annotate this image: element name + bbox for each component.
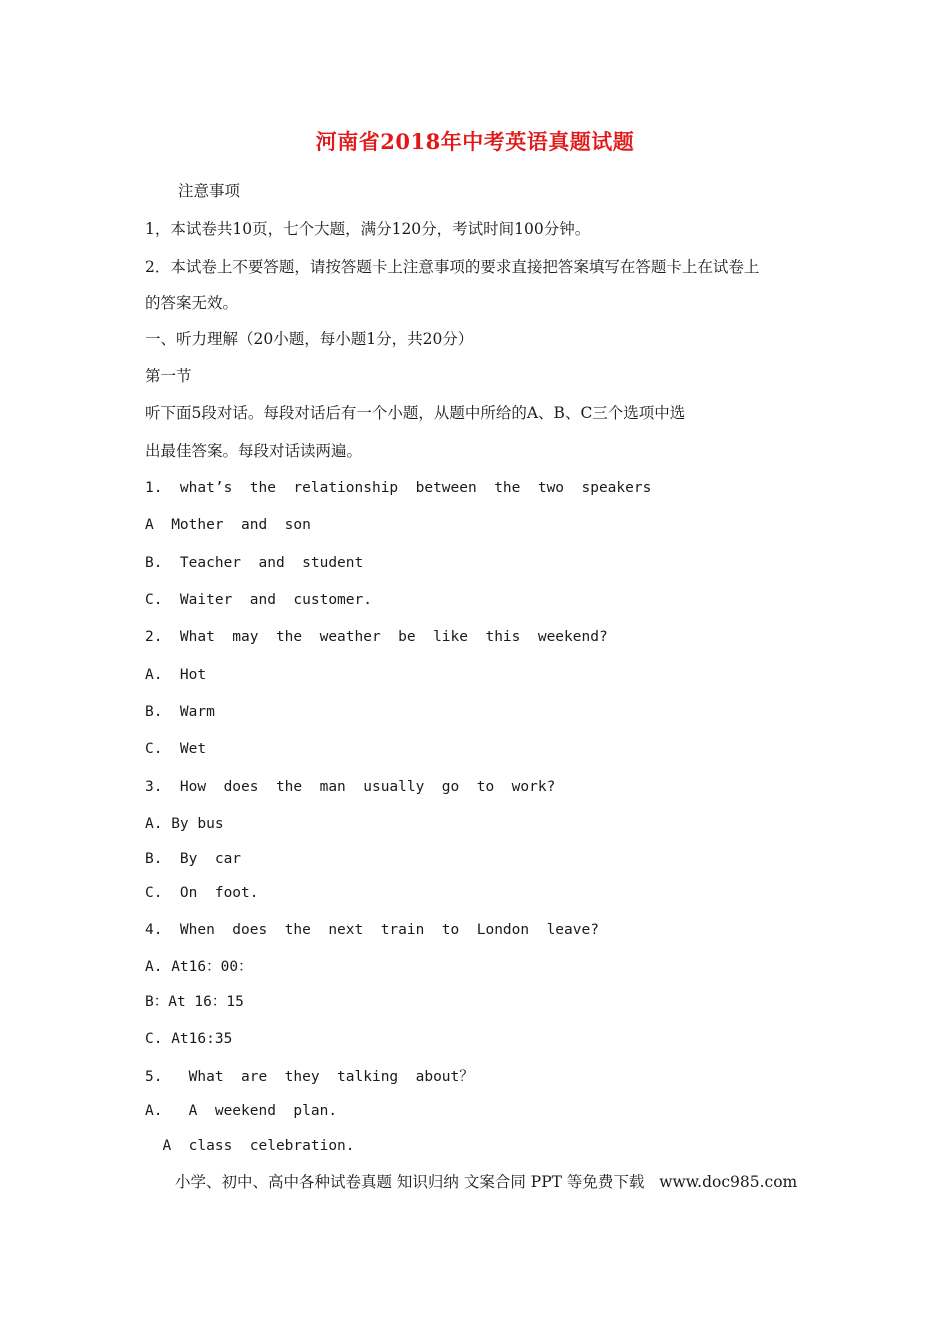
question-1-option-b: B. Teacher and student	[145, 555, 364, 571]
instructions-line-2: 出最佳答案。每段对话读两遍。	[145, 442, 363, 460]
question-4-option-a: A. At16：00：	[145, 959, 253, 975]
question-3-option-b: B. By car	[145, 851, 242, 867]
question-5-option-a: A. A weekend plan.	[145, 1103, 338, 1119]
question-2-option-c: C. Wet	[145, 741, 207, 757]
question-5-option-b: A class celebration.	[145, 1138, 355, 1154]
page-footer: 小学、初中、高中各种试卷真题 知识归纳 文案合同 PPT 等免费下载 www.doc985.com	[175, 1173, 798, 1191]
note-2-line-1: 2．本试卷上不要答题，请按答题卡上注意事项的要求直接把答案填写在答题卡上在试卷上	[145, 258, 760, 276]
question-4-option-b: B：At 16：15	[145, 994, 244, 1010]
question-2-option-a: A. Hot	[145, 667, 207, 683]
note-1: 1，本试卷共10页，七个大题，满分120分，考试时间100分钟。	[145, 220, 591, 238]
question-5: 5. What are they talking about？	[145, 1069, 474, 1085]
question-1-option-c: C. Waiter and customer.	[145, 592, 372, 608]
question-3-option-a: A. By bus	[145, 816, 224, 832]
question-4: 4. When does the next train to London leave?	[145, 922, 599, 938]
part-1-heading: 第一节	[145, 367, 192, 385]
question-1: 1. what’s the relationship between the two speakers	[145, 480, 652, 496]
question-2-option-b: B. Warm	[145, 704, 215, 720]
page-title: 河南省2018年中考英语真题试题	[315, 129, 635, 154]
question-1-option-a: A Mother and son	[145, 517, 311, 533]
section-1-heading: 一、听力理解（20小题，每小题1分，共20分）	[145, 330, 474, 348]
question-4-option-c: C. At16:35	[145, 1031, 233, 1047]
question-3: 3. How does the man usually go to work?	[145, 779, 556, 795]
note-2-line-2: 的答案无效。	[145, 294, 239, 312]
question-3-option-c: C. On foot.	[145, 885, 259, 901]
question-2: 2. What may the weather be like this weekend?	[145, 629, 608, 645]
instructions-line-1: 听下面5段对话。每段对话后有一个小题，从题中所给的A、B、C三个选项中选	[145, 404, 686, 422]
notes-heading: 注意事项	[178, 182, 241, 200]
